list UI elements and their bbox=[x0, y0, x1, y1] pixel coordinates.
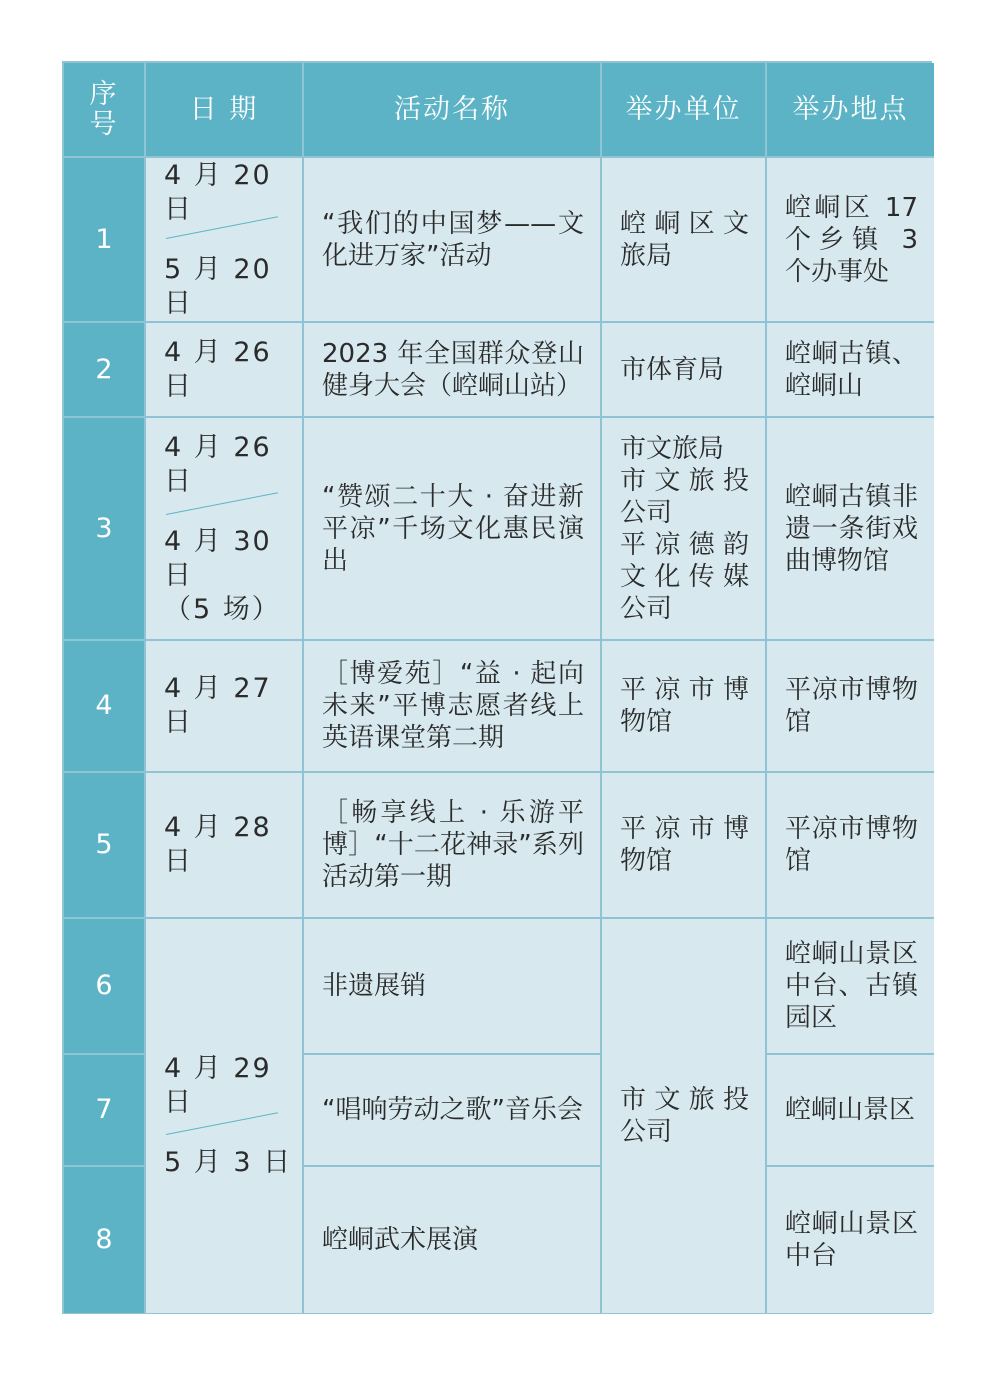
header-date: 日 期 bbox=[146, 63, 304, 158]
row-number: 1 bbox=[64, 158, 146, 323]
date-range bbox=[146, 158, 304, 323]
location: 平凉市博物馆 bbox=[767, 773, 934, 919]
header-organizer: 举办单位 bbox=[602, 63, 767, 158]
location: 崆峒山景区中台 bbox=[767, 1167, 934, 1313]
organizer: 市文旅局 市文旅投公司 平凉德韵文化传媒公司 bbox=[602, 418, 767, 641]
row-number: 5 bbox=[64, 773, 146, 919]
location: 崆峒古镇、崆峒山 bbox=[767, 323, 934, 418]
row-number: 7 bbox=[64, 1055, 146, 1167]
activity-name: “赞颂二十大 · 奋进新平凉”千场文化惠民演出 bbox=[304, 418, 602, 641]
row-number: 6 bbox=[64, 919, 146, 1055]
merged-date-range bbox=[146, 919, 304, 1313]
organizer: 崆峒区文旅局 bbox=[602, 158, 767, 323]
organizer: 平凉市博物馆 bbox=[602, 773, 767, 919]
date: 4 月 26 日 bbox=[146, 323, 304, 418]
merged-organizer: 市文旅投公司 bbox=[602, 919, 767, 1313]
activity-name: ［畅享线上 · 乐游平博］“十二花神录”系列活动第一期 bbox=[304, 773, 602, 919]
date-start: 4 月 20 日 bbox=[164, 159, 272, 225]
activity-name: ［博爱苑］“益 · 起向未来”平博志愿者线上英语课堂第二期 bbox=[304, 641, 602, 773]
activity-table bbox=[62, 61, 932, 1314]
location: 崆峒山景区 bbox=[767, 1055, 934, 1167]
activity-name: 崆峒武术展演 bbox=[304, 1167, 602, 1313]
location: 崆峒山景区中台、古镇园区 bbox=[767, 919, 934, 1055]
location: 崆峒区 17 个乡镇 3 个办事处 bbox=[767, 158, 934, 323]
row-number: 3 bbox=[64, 418, 146, 641]
activity-name: 非遗展销 bbox=[304, 919, 602, 1055]
header-location: 举办地点 bbox=[767, 63, 934, 158]
date-note: （5 场） bbox=[164, 593, 281, 625]
location: 平凉市博物馆 bbox=[767, 641, 934, 773]
date-end: 5 月 20 日 bbox=[164, 253, 272, 319]
date: 4 月 28 日 bbox=[146, 773, 304, 919]
row-number: 2 bbox=[64, 323, 146, 418]
date-range bbox=[146, 418, 304, 641]
date-start: 4 月 26 日 bbox=[164, 431, 272, 497]
activity-name: “我们的中国梦——文化进万家”活动 bbox=[304, 158, 602, 323]
date-end: 5 月 3 日 bbox=[164, 1147, 293, 1178]
organizer: 市体育局 bbox=[602, 323, 767, 418]
organizer: 平凉市博物馆 bbox=[602, 641, 767, 773]
date: 4 月 27 日 bbox=[146, 641, 304, 773]
row-number: 4 bbox=[64, 641, 146, 773]
row-number: 8 bbox=[64, 1167, 146, 1313]
date-start: 4 月 29 日 bbox=[164, 1053, 272, 1118]
date-end: 4 月 30 日 bbox=[164, 525, 272, 591]
header-index: 序 号 bbox=[64, 63, 146, 158]
activity-name: 2023 年全国群众登山健身大会（崆峒山站） bbox=[304, 323, 602, 418]
activity-name: “唱响劳动之歌”音乐会 bbox=[304, 1055, 602, 1167]
header-activity-name: 活动名称 bbox=[304, 63, 602, 158]
location: 崆峒古镇非遗一条街戏曲博物馆 bbox=[767, 418, 934, 641]
